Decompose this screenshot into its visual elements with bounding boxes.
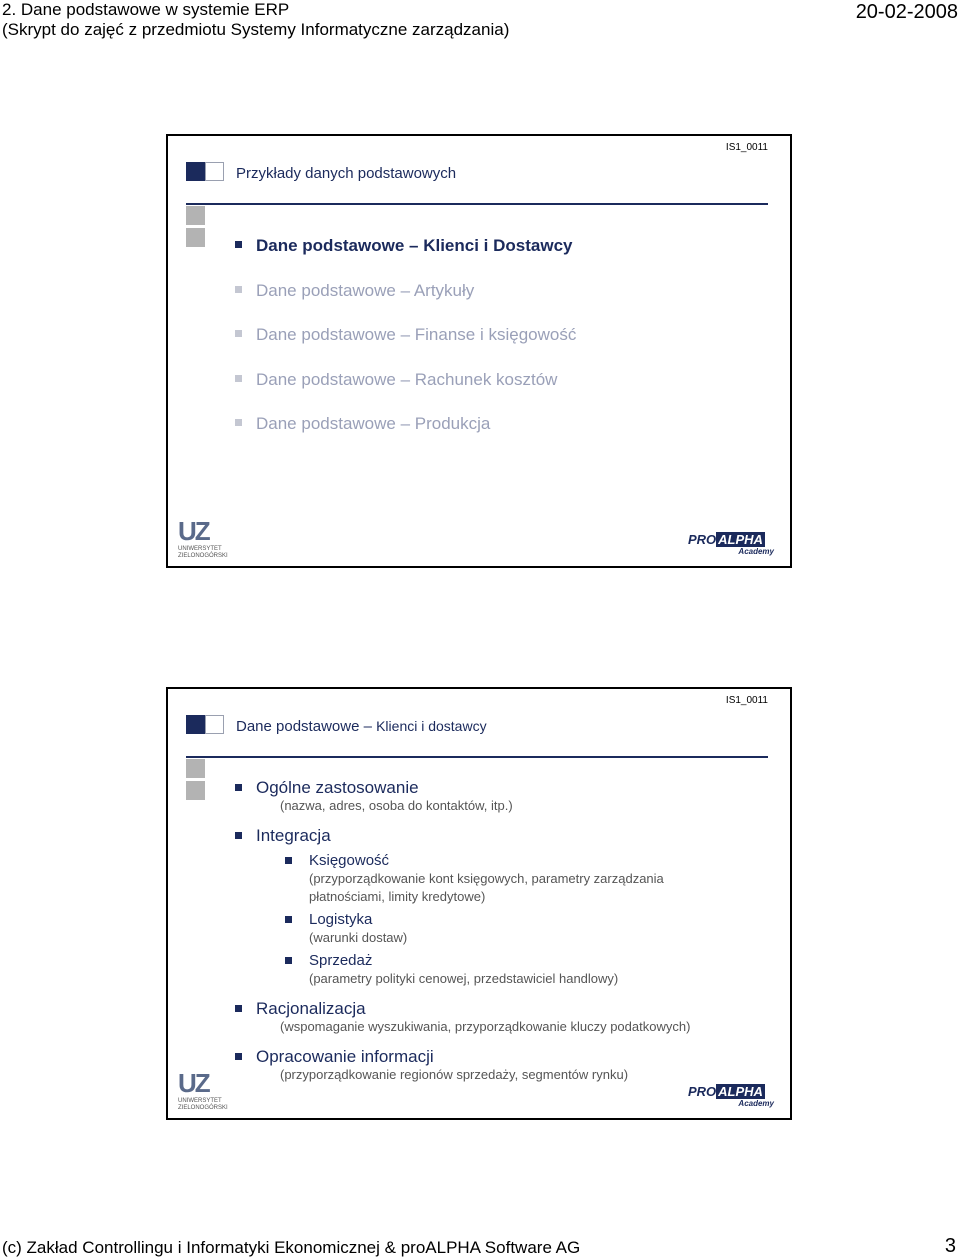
slide-title-bar [186, 158, 768, 205]
square-icon [186, 715, 205, 734]
list-item: Integracja [256, 826, 331, 845]
list-item-desc: (nazwa, adres, osoba do kontaktów, itp.) [280, 798, 513, 813]
slide-title: Dane podstawowe – Klienci i dostawcy [236, 718, 487, 735]
slide-2 [166, 687, 792, 1120]
list-item: Dane podstawowe – Finanse i księgowość [256, 325, 577, 344]
slide-1 [166, 134, 792, 568]
sub-item-desc: płatnościami, limity kredytowe) [309, 889, 486, 904]
slide-id: IS1_0011 [725, 695, 768, 706]
slide-title: Przykłady danych podstawowych [236, 165, 457, 182]
sub-item-desc: (parametry polityki cenowej, przedstawiciel handlowy) [309, 971, 619, 986]
sub-item: Logistyka [309, 911, 373, 928]
list-item-desc: (przyporządkowanie regionów sprzedaży, segmentów rynku) [280, 1067, 629, 1082]
sub-item: Sprzedaż [309, 952, 373, 969]
list-item: Racjonalizacja [256, 999, 366, 1018]
slide-id: IS1_0011 [725, 142, 768, 153]
university-logo: UZ UNIWERSYTET ZIELONOGÓRSKI [178, 516, 228, 559]
square-icon [186, 759, 205, 778]
list-item: Dane podstawowe – Klienci i Dostawcy [256, 236, 573, 255]
document-title: 2. Dane podstawowe w systemie ERP [2, 0, 290, 19]
list-item: Dane podstawowe – Artykuły [256, 281, 475, 300]
square-icon [186, 228, 205, 247]
list-item-desc: (wspomaganie wyszukiwania, przyporządkowanie kluczy podatkowych) [280, 1019, 691, 1034]
list-item: Ogólne zastosowanie [256, 778, 419, 797]
list-item: Opracowanie informacji [256, 1047, 434, 1066]
document-footer: (c) Zakład Controllingu i Informatyki Ekonomicznej & proALPHA Software AG [2, 1238, 581, 1257]
document-subtitle: (Skrypt do zajęć z przedmiotu Systemy Informatyczne zarządzania) [2, 20, 510, 39]
square-icon [205, 162, 224, 181]
square-icon [205, 715, 224, 734]
proalpha-logo: PRO ALPHA Academy [688, 1084, 774, 1108]
square-icon [186, 162, 205, 181]
sub-item: Księgowość [309, 852, 390, 869]
university-logo: UZ UNIWERSYTET ZIELONOGÓRSKI [178, 1068, 228, 1111]
list-item: Dane podstawowe – Rachunek kosztów [256, 370, 558, 389]
sub-item-desc: (warunki dostaw) [309, 930, 408, 945]
slide-title-bar [186, 711, 768, 758]
list-item: Dane podstawowe – Produkcja [256, 414, 491, 433]
square-icon [186, 781, 205, 800]
proalpha-logo: PRO ALPHA Academy [688, 532, 774, 556]
sub-item-desc: (przyporządkowanie kont księgowych, parametry zarządzania [309, 871, 664, 886]
square-icon [186, 206, 205, 225]
document-header [2, 0, 509, 40]
page-number: 3 [944, 1235, 956, 1257]
document-date: 20-02-2008 [855, 1, 958, 23]
